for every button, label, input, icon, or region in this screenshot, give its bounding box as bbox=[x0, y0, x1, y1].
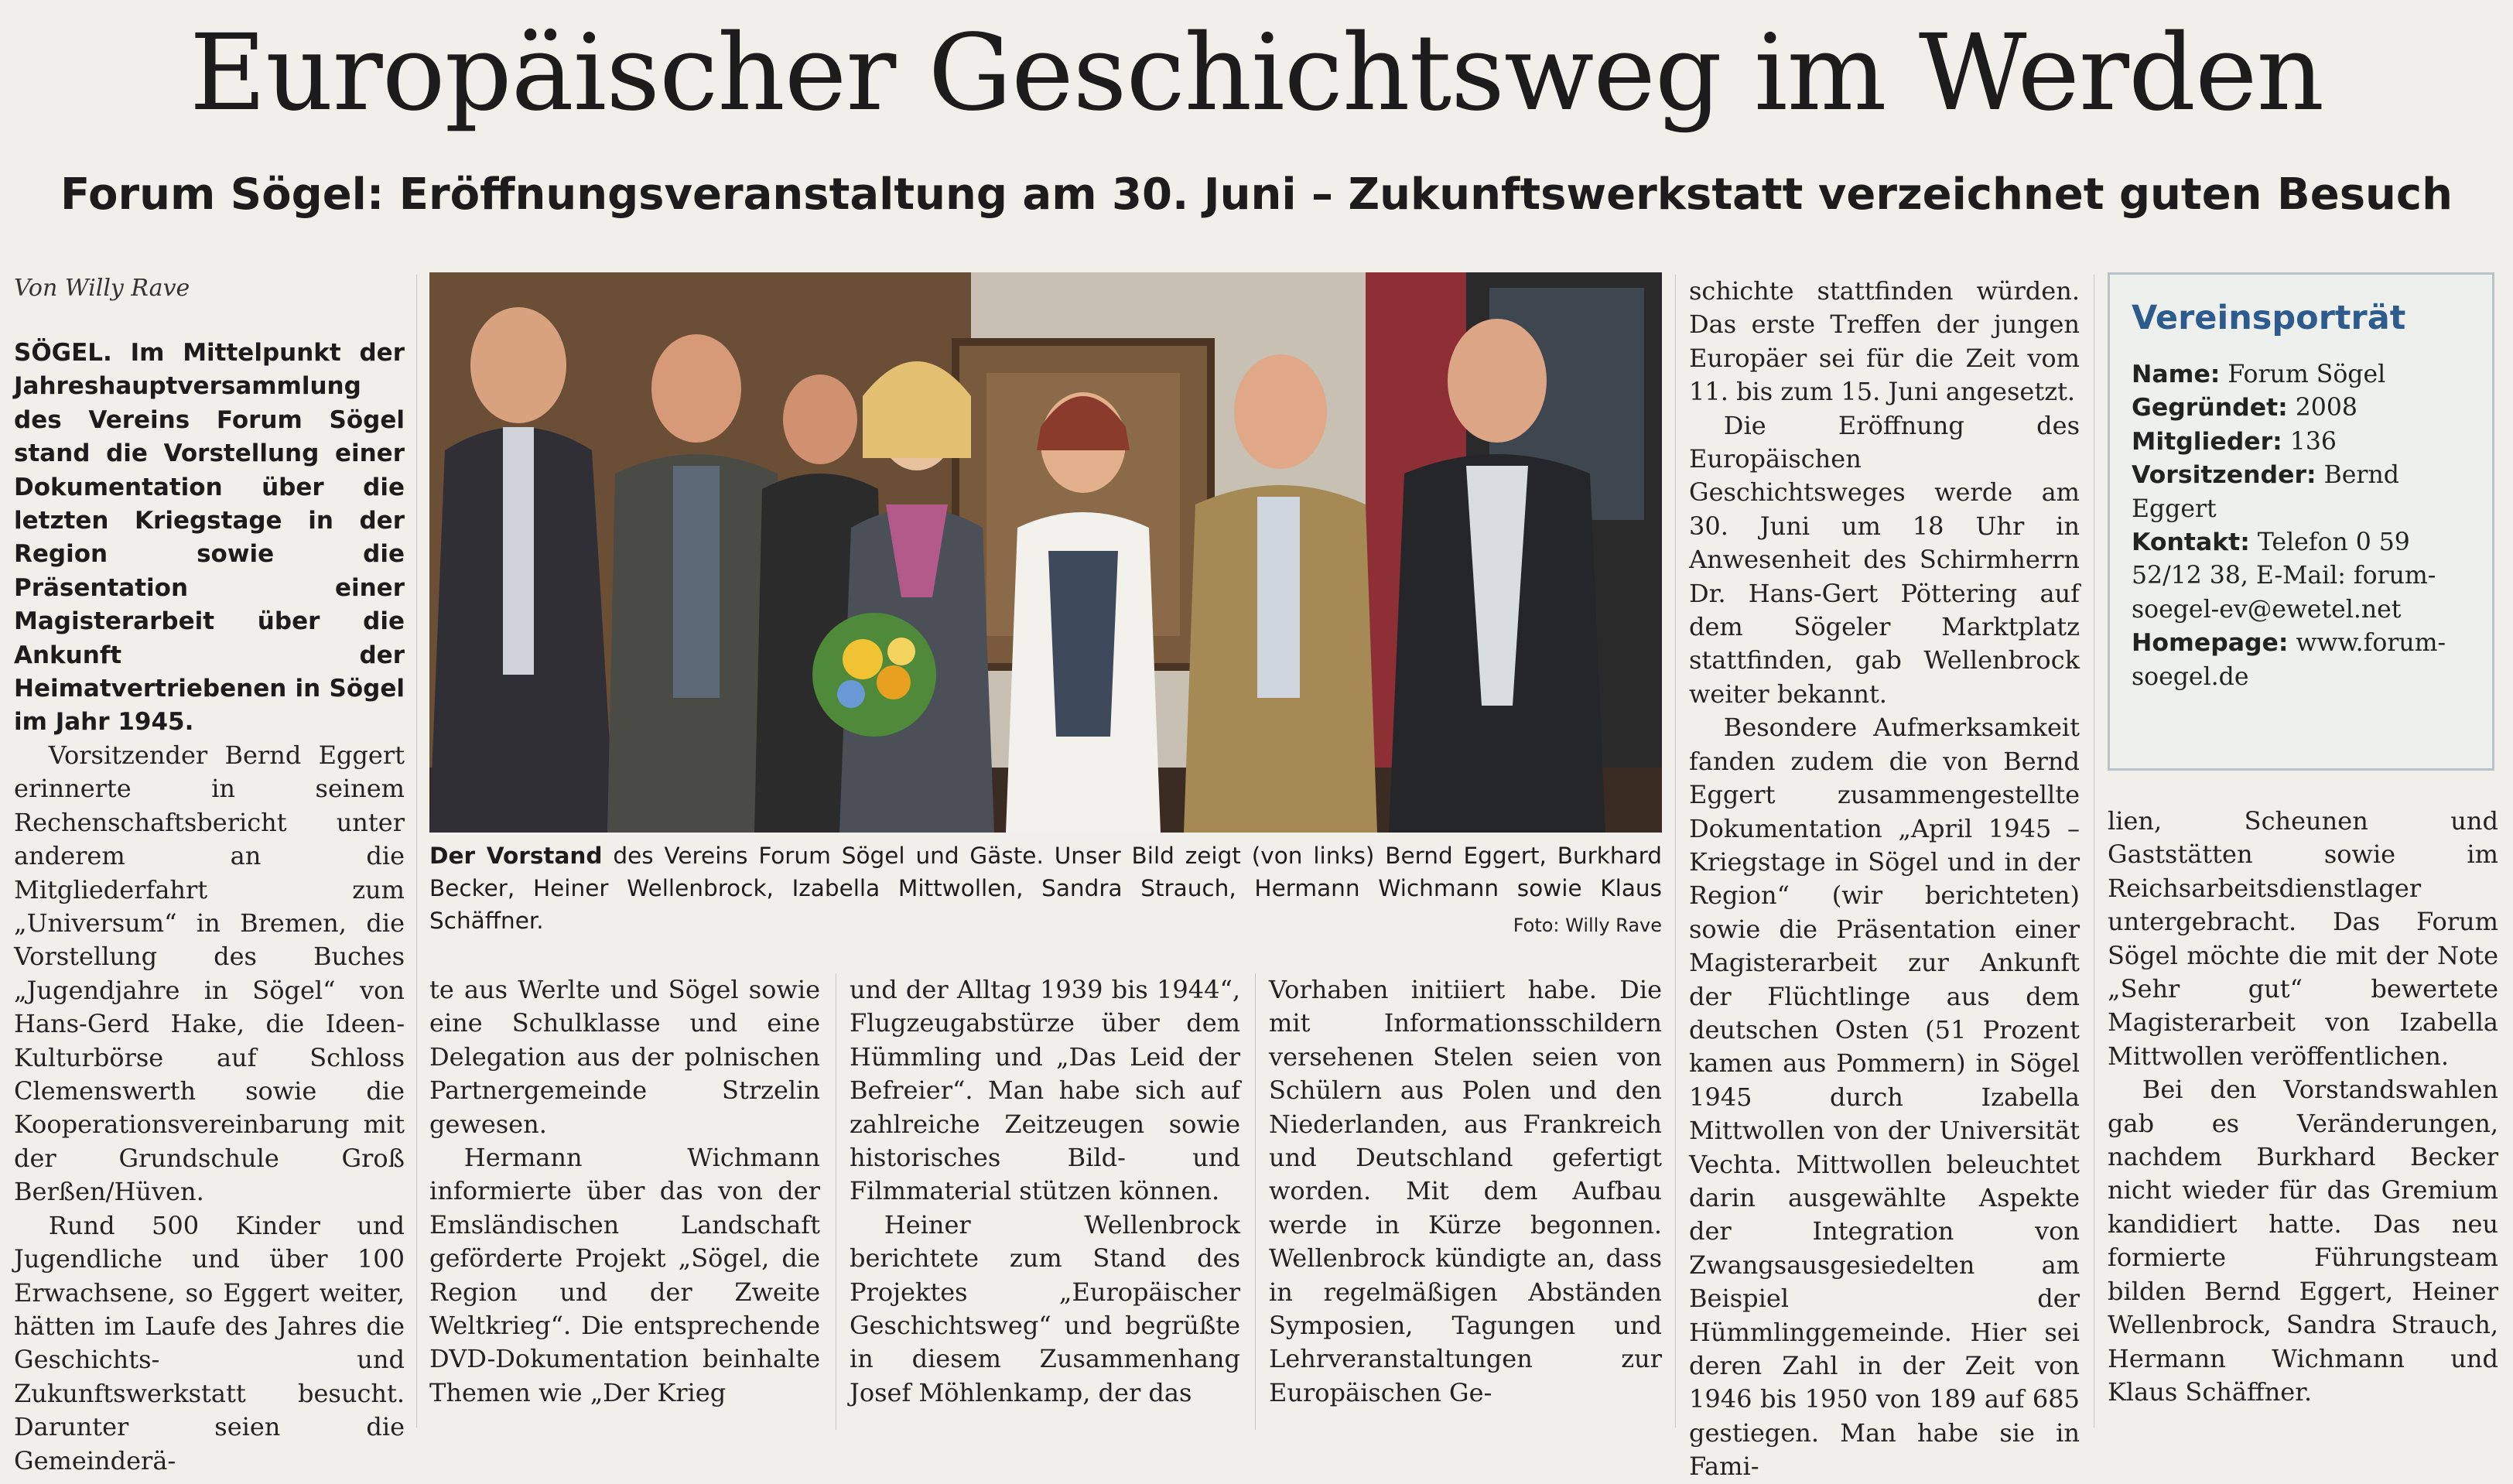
article-column-3 bbox=[850, 973, 1240, 1430]
infobox-row: Name: Forum Sögel bbox=[2132, 361, 2386, 388]
paragraph: Heiner Wellenbrock berichtete zum Stand des Projektes „Europäischer Geschichtsweg“ und begrüßte in diesem Zusammenhang Josef Möhlenkamp, der das bbox=[850, 1209, 1240, 1407]
infobox-row: Vorsitzender: Bernd Eggert bbox=[2132, 461, 2399, 523]
paragraph: schichte stattfinden würden. Das erste Treffen der jungen Europäer sei für die Zeit vom 11. bis zum 15. Juni angesetzt. bbox=[1689, 276, 2080, 407]
article-column-5 bbox=[1689, 275, 2080, 1482]
infobox-row: Homepage: www.forum-soegel.de bbox=[2132, 629, 2446, 691]
article-column-4 bbox=[1269, 973, 1662, 1430]
infobox-row: Kontakt: Telefon 0 59 52/12 38, E-Mail: forum-soegel-ev@ewetel.net bbox=[2132, 528, 2436, 624]
article-column-1 bbox=[14, 739, 405, 1475]
photo-credit: Foto: Willy Rave bbox=[1513, 915, 1662, 936]
paragraph: Die Eröffnung des Europäischen Geschichtsweges werde am 30. Juni um 18 Uhr in Anwesenheit des Schirmherrn Dr. Hans-Gert Pöttering auf dem Sögeler Marktplatz stattfinden, gab Wellenbrock weiter bekannt. bbox=[1689, 410, 2080, 709]
club-portrait-box bbox=[2108, 272, 2494, 771]
headline: Europäischer Geschichtsweg im Werden bbox=[189, 12, 2324, 135]
subheadline: Forum Sögel: Eröffnungsveranstaltung am 30. Juni – Zukunftswerkstatt verzeichnet guten Besuch bbox=[60, 169, 2453, 220]
column-divider bbox=[416, 275, 417, 1428]
paragraph: te aus Werlte und Sögel sowie eine Schulklasse und eine Delegation aus der polnischen Partnergemeinde Strzelin gewesen. bbox=[429, 975, 820, 1139]
article-column-2 bbox=[429, 973, 820, 1430]
caption-lead: Der Vorstand bbox=[429, 843, 603, 869]
paragraph: Hermann Wichmann informierte über das von der Emsländischen Landschaft geförderte Projekt „Sögel, die Region und der Zweite Weltkrieg“. Die entsprechende DVD-Dokumentation beinhalte Themen wie „Der Krieg bbox=[429, 1143, 820, 1407]
paragraph: Bei den Vorstandswahlen gab es Veränderungen, nachdem Burkhard Becker nicht wieder für das Gremium kandidiert hatte. Das neu formierte Führungsteam bilden Bernd Eggert, Heiner Wellenbrock, Sandra Strauch, Hermann Wichmann und Klaus Schäffner. bbox=[2108, 1075, 2498, 1407]
lead-paragraph: SÖGEL. Im Mittelpunkt der Jahreshauptversammlung des Vereins Forum Sögel stand die Vorstellung einer Dokumentation über die letzten Kriegstage in der Region sowie die Präsentation einer Magisterarbeit über die Ankunft der Heimatvertriebenen in Sögel im Jahr 1945. bbox=[14, 339, 405, 737]
paragraph: Besondere Aufmerksamkeit fanden zudem die von Bernd Eggert zusammengestellte Dokumentation „April 1945 – Kriegstage in Sögel und in der Region“ (wir berichteten) sowie die Präsentation einer Magisterarbeit zur Ankunft der Flüchtlinge aus dem deutschen Osten (51 Prozent kamen aus Pommern) in Sögel 1945 durch Izabella Mittwollen von der Universität Vechta. Mittwollen beleuchtet darin ausgewählte Aspekte der Integration von Zwangsausgesiedelten am Beispiel der Hümmlinggemeinde. Hier sei deren Zahl in der Zeit von 1946 bis 1950 von 189 auf 685 gestiegen. Man habe sie in Fami- bbox=[1689, 713, 2080, 1482]
paragraph: lien, Scheunen und Gaststätten sowie im Reichsarbeitsdienstlager untergebracht. Das Forum Sögel möchte die mit der Note „Sehr gut“ bewertete Magisterarbeit von Izabella Mittwollen veröffentlichen. bbox=[2108, 806, 2498, 1071]
paragraph: und der Alltag 1939 bis 1944“, Flugzeugabstürze über dem Hümmling und „Das Leid der Befreier“. Man habe sich auf zahlreiche Zeitzeugen sowie historisches Bild- und Filmmaterial stützen können. bbox=[850, 975, 1240, 1206]
infobox-row: Gegründet: 2008 bbox=[2132, 394, 2357, 422]
paragraph: Vorhaben initiiert habe. Die mit Informationsschildern versehenen Stelen seien von Schülern aus Polen und den Niederlanden, aus Frankreich und Deutschland gefertigt worden. Mit dem Aufbau werde in Kürze begonnen. Wellenbrock kündigte an, dass in regelmäßigen Abständen Symposien, Tagungen und Lehrveranstaltungen zur Europäischen Ge- bbox=[1269, 975, 1662, 1407]
group-photo bbox=[429, 272, 1662, 833]
infobox-title: Vereinsporträt bbox=[2132, 299, 2406, 337]
column-divider bbox=[1255, 973, 1256, 1430]
caption-text: des Vereins Forum Sögel und Gäste. Unser Bild zeigt (von links) Bernd Eggert, Burkhard Becker, Heiner Wellenbrock, Izabella Mittwollen, Sandra Strauch, Hermann Wichmann sowie Klaus Schäffner. bbox=[429, 843, 1662, 934]
paragraph: Rund 500 Kinder und Jugendliche und über 100 Erwachsene, so Eggert weiter, hätten im Laufe des Jahres die Geschichts- und Zukunftswerkstatt besucht. Darunter seien die Gemeinderä- bbox=[14, 1210, 405, 1475]
infobox-row: Mitglieder: 136 bbox=[2132, 427, 2337, 456]
paragraph: Vorsitzender Bernd Eggert erinnerte in seinem Rechenschaftsbericht unter anderem an die Mitgliederfahrt zum „Universum“ in Bremen, die Vorstellung des Buches „Jugendjahre in Sögel“ von Hans-Gerd Hake, die Ideen-Kulturbörse auf Schloss Clemenswerth sowie die Kooperationsvereinbarung mit der Grundschule Groß Berßen/Hüven. bbox=[14, 740, 405, 1207]
article-column-6 bbox=[2108, 805, 2498, 1430]
byline: Von Willy Rave bbox=[14, 275, 190, 302]
column-divider bbox=[1675, 275, 1676, 1428]
